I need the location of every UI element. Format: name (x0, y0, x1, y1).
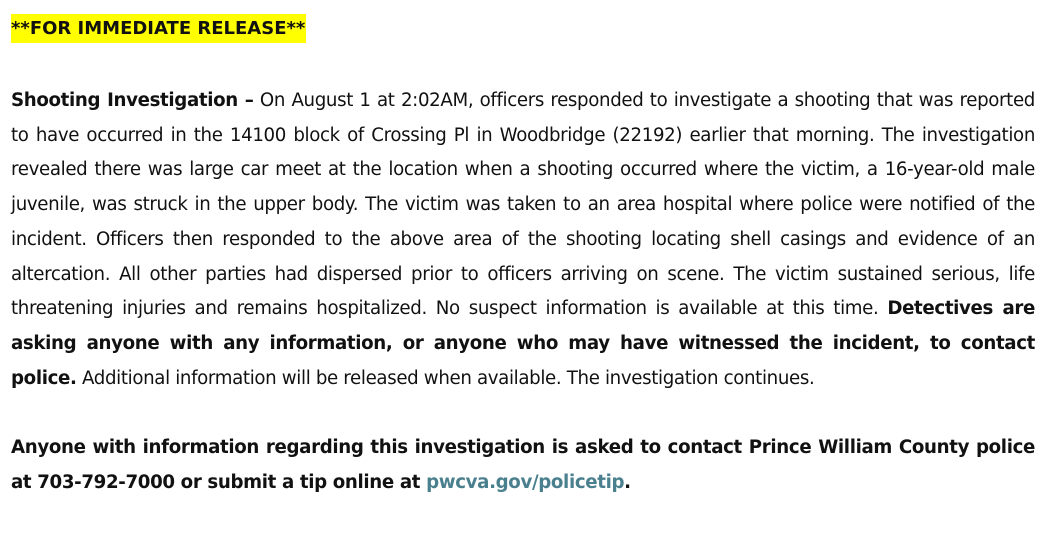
incident-body-end: Additional information will be released when available. The investigation continues. (76, 367, 815, 389)
incident-heading: Shooting Investigation – (11, 90, 254, 111)
contact-text: Anyone with information regarding this investigation is asked to contact Prince William County police at 703-792-7000 or submit a tip online at (11, 437, 1035, 493)
incident-paragraph (11, 84, 1035, 396)
police-tip-link[interactable]: pwcva.gov/policetip (426, 471, 625, 493)
detectives-request: Detectives are asking anyone with any information, or anyone who may have witnessed the incident, to contact police. (11, 298, 1035, 389)
contact-paragraph (11, 431, 1035, 500)
press-release (11, 0, 1035, 500)
release-banner: **FOR IMMEDIATE RELEASE** (11, 14, 306, 43)
contact-end: . (624, 471, 631, 493)
incident-body-start: On August 1 at 2:02AM, officers responded to investigate a shooting that was reported to have occurred in the 14100 block of Crossing Pl in Woodbridge (22192) earlier that morning. The investigation revealed there was large car meet at the location when a shooting occurred where the victim, a 16-year-old male juvenile, was struck in the upper body. The victim was taken to an area hospital where police were notified of the incident. Officers then responded to the above area of the shooting locating shell casings and evidence of an altercation. All other parties had dispersed prior to officers arriving on scene. The victim sustained serious, life threatening injuries and remains hospitalized. No suspect information is available at this time. (11, 90, 1035, 320)
